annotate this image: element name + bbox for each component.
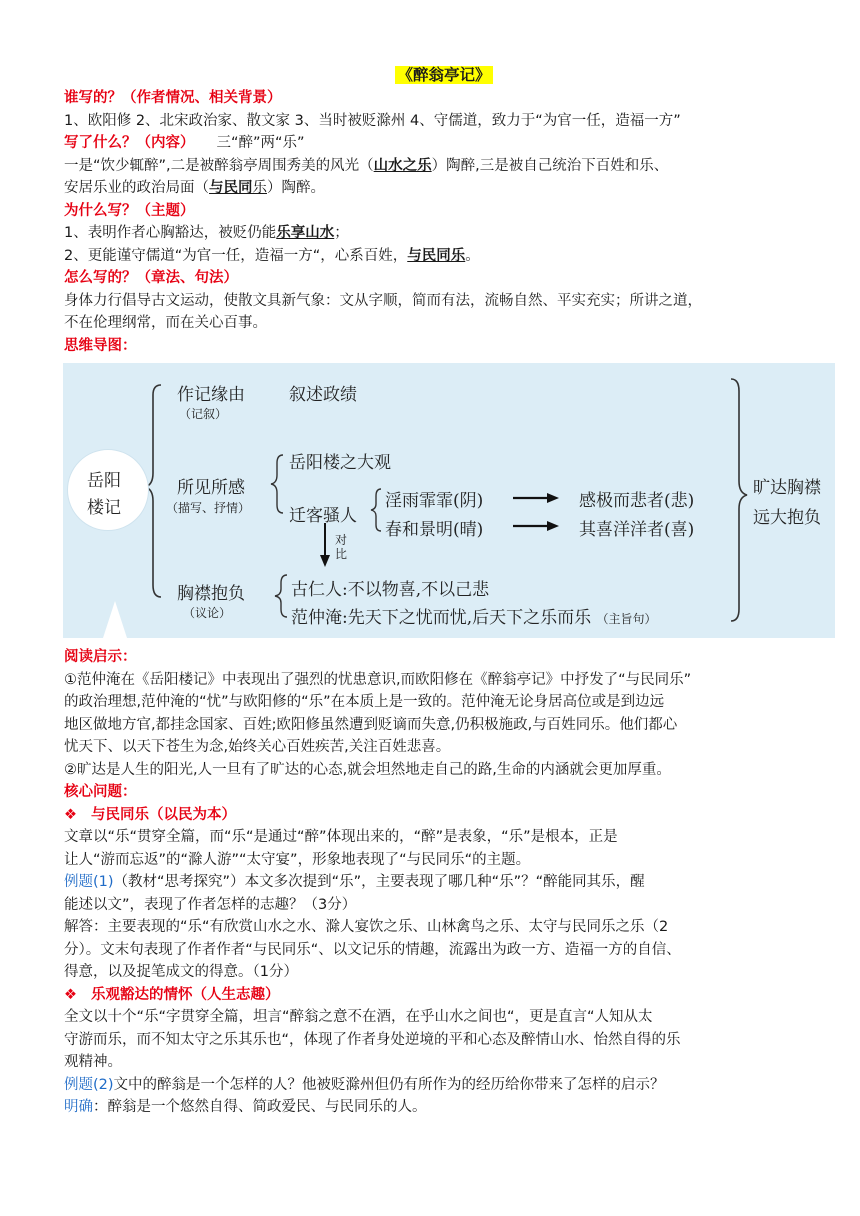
- example-question: 能述以文”，表现了作者怎样的志趣？（3分）: [64, 896, 357, 913]
- center-title-line2: 楼记: [87, 498, 121, 518]
- key-phrase: 山水之乐: [373, 157, 432, 174]
- mind-map-figure: [63, 363, 835, 638]
- reading-line: 忧天下、以天下苍生为念,始终关心百姓疾苦,关注百姓悲喜。: [64, 739, 451, 755]
- reading-line: ②旷达是人生的阳光,人一旦有了旷达的心态,就会坦然地走自己的路,生命的内涵就会更加厚重。: [64, 761, 671, 778]
- core-subheading: ❖ 乐观豁达的情怀（人生志趣）: [64, 986, 280, 1003]
- exile-item: 迁客骚人: [289, 506, 357, 526]
- answer-label: 明确: [64, 1099, 93, 1115]
- conclusion-line1: 旷达胸襟: [753, 478, 821, 498]
- fan-zhongyan-line: 范仲淹:先天下之忧而忧,后天下之乐而乐 （主旨句）: [291, 608, 657, 628]
- style-line: 不在伦理纲常，而在关心百事。: [64, 315, 267, 331]
- result-sad: 感极而悲者(悲): [579, 491, 695, 511]
- branch-observation: 所见所感: [177, 478, 245, 498]
- conclusion-line2: 远大抱负: [753, 508, 821, 528]
- reading-line: 的政治理想,范仲淹的“忧”与欧阳修的“乐”在本质上是一致的。范仲淹无论身居高位或是到边远: [64, 694, 665, 710]
- example-label: 例题(1): [64, 874, 114, 890]
- style-line: 身体力行倡导古文运动，使散文具新气象：文从字顺，简而有法，流畅自然、平实充实；所讲之道，: [64, 292, 702, 309]
- branch-reason-content: 叙述政绩: [289, 385, 357, 405]
- answer-line: 得意，以及捉笔成文的得意。（1分）: [64, 964, 298, 980]
- section-heading-what: 写了什么？（内容）: [64, 135, 195, 151]
- ancient-sage-line: 古仁人:不以物喜,不以己悲: [291, 580, 490, 600]
- theme-sentence-note: （主旨句）: [596, 612, 657, 626]
- answer-line: 分）。文末句表现了作者作者“与民同乐“、以文记乐的情趣，流露出为政一方、造福一方的自信、: [64, 941, 681, 958]
- content-paragraph-line: 安居乐业的政治局面（与民同乐）陶醉。: [64, 180, 325, 196]
- branch-observation-note: （描写、抒情）: [166, 501, 251, 515]
- center-title-line1: 岳阳: [87, 471, 121, 491]
- example-label: 例题(2): [64, 1076, 114, 1093]
- document-page: [64, 64, 824, 1119]
- key-phrase: 与民同: [209, 180, 253, 196]
- right-brace: [731, 379, 747, 621]
- content-heading-row: [64, 132, 824, 155]
- result-happy: 其喜洋洋者(喜): [579, 520, 695, 540]
- answer-line: 明确：醉翁是一个悠然自得、简政爱民、与民同乐的人。: [64, 1099, 427, 1115]
- branch-ambition-note: （议论）: [183, 606, 232, 620]
- section-heading-how: 怎么写的？（章法、句法）: [64, 270, 238, 286]
- bubble-tail: [103, 601, 127, 638]
- core-subheading: ❖ 与民同乐（以民为本）: [64, 806, 236, 823]
- document-title: 《醉翁亭记》: [397, 66, 491, 84]
- bullet-icon: ❖: [64, 986, 77, 1003]
- bullet-icon: ❖: [64, 806, 77, 823]
- answer-line: 解答：主要表现的“乐“有欣赏山水之水、滁人宴饮之乐、山林禽鸟之乐、太守与民同乐之乐（2: [64, 919, 669, 935]
- weather-bright: 春和景明(晴): [385, 520, 484, 540]
- brace-observation: [271, 455, 283, 513]
- example-question: 例题(2)文中的醉翁是一个怎样的人？他被贬滁州但仍有所作为的经历给你带来了怎样的启示？: [64, 1076, 665, 1093]
- core-line: 文章以“乐“贯穿全篇，而“乐“是通过“醉”体现出来的，“醉”是表象，“乐”是根本，正是: [64, 829, 618, 845]
- theme-point: 1、表明作者心胸豁达，被贬仍能乐享山水；: [64, 225, 349, 241]
- branch-ambition: 胸襟抱负: [177, 584, 245, 604]
- section-heading-core: 核心问题：: [64, 784, 137, 800]
- reading-line: ①范仲淹在《岳阳楼记》中表现出了强烈的忧患意识,而欧阳修在《醉翁亭记》中抒发了“与民同乐”: [64, 671, 692, 688]
- reading-line: 地区做地方官,都挂念国家、百姓;欧阳修虽然遭到贬谪而失意,仍积极施政,与百姓同乐。他们都心: [64, 716, 678, 733]
- section-heading-who: 谁写的？（作者情况、相关背景）: [64, 90, 282, 106]
- branch-reason: 作记缘由: [177, 385, 245, 405]
- core-line: 观精神。: [64, 1054, 122, 1070]
- core-line: 守游而乐，而不知太守之乐其乐也“，体现了作者身处逆境的平和心态及醉情山水、怡然自得的乐: [64, 1031, 681, 1048]
- branch-reason-note: （记叙）: [179, 407, 228, 421]
- core-line: 全文以十个“乐“字贯穿全篇，坦言“醉翁之意不在酒，在乎山水之间也“，更是直言“人知从太: [64, 1009, 653, 1025]
- key-phrase: 与民同乐: [407, 247, 466, 264]
- theme-point: 2、更能谨守儒道“为官一任，造福一方“，心系百姓，与民同乐。: [64, 247, 480, 264]
- author-info: 1、欧阳修 2、北宋政治家、散文家 3、当时被贬滁州 4、守儒道，致力于“为官一任，造福一方”: [64, 112, 681, 129]
- contrast-label: 对比: [335, 533, 348, 561]
- brace-exile: [371, 489, 381, 531]
- brace-ambition: [275, 575, 287, 617]
- core-line: 让人“游而忘返”的“滁人游”“太守宴”，形象地表现了“与民同乐“的主题。: [64, 851, 531, 868]
- section-heading-why: 为什么写？（主题）: [64, 202, 195, 219]
- key-phrase: 乐享山水: [276, 225, 335, 241]
- example-question: 例题(1)（教材“思考探究”）本文多次提到“乐”，主要表现了哪几种“乐”？“醉能同其乐，醒: [64, 874, 645, 890]
- content-paragraph-line: 一是“饮少辄醉”,二是被醉翁亭周围秀美的风光（山水之乐）陶醉,三是被自己统治下百姓和乐、: [64, 157, 669, 174]
- content-summary: 三“醉”两“乐”: [216, 135, 305, 151]
- weather-gloomy: 淫雨霏霏(阴): [385, 491, 484, 511]
- section-heading-mindmap: 思维导图：: [64, 337, 137, 354]
- view-item: 岳阳楼之大观: [289, 453, 391, 473]
- section-heading-reading: 阅读启示：: [64, 649, 137, 665]
